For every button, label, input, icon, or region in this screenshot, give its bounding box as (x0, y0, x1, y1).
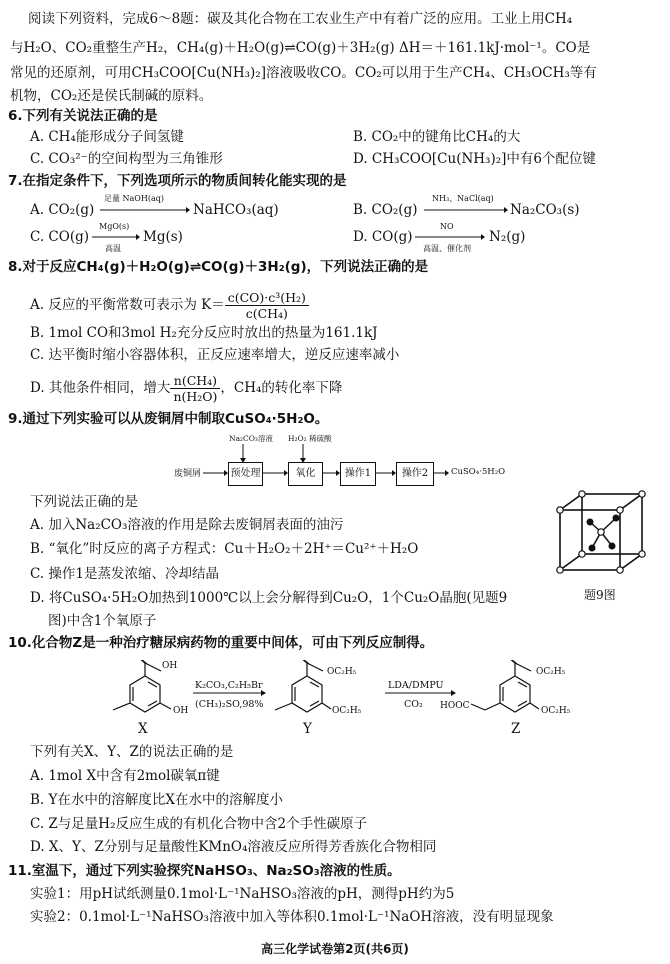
q7-d-condition: 高温、催化剂 (423, 244, 471, 253)
r2-condition: CO₂ (404, 699, 423, 710)
flow-reagent-1: Na₂CO₃溶液 (229, 434, 273, 443)
q7-b-reagent: NH₃、NaCl(aq) (432, 194, 494, 203)
z-ester-group: OC₂H₅ (536, 667, 566, 677)
q7-d-reagent: NO (440, 222, 454, 231)
page-footer: 高三化学试卷第2页(共6页) (261, 942, 409, 956)
q10-option-d: D. X、Y、Z分别与足量酸性KMnO₄溶液反应所得芳香族化合物相同 (30, 839, 437, 855)
z-hooc-group: HOOC (440, 701, 470, 711)
q10-option-b: B. Y在水中的溶解度比X在水中的溶解度小 (30, 792, 284, 808)
compound-z-label: Z (511, 721, 521, 737)
q7-b-arrow (424, 206, 508, 214)
q8-d-denominator: n(H₂O) (173, 389, 218, 404)
q7-b-right: Na₂CO₃(s) (510, 202, 580, 218)
r1-condition: (CH₃)₂SO,98% (195, 699, 264, 710)
q7-c-right: Mg(s) (143, 229, 183, 245)
flow-product: CuSO₄·5H₂O (451, 467, 506, 477)
q8-a-fraction (225, 290, 309, 321)
q8-option-d (30, 368, 342, 408)
q9-figure-caption: 题9图 (584, 588, 616, 602)
cu2o-unit-cell-figure (552, 488, 652, 586)
q9-option-d-line1: D. 将CuSO₄·5H₂O加热到1000℃以上会分解得到Cu₂O，1个Cu₂O晶胞(见题9 (30, 590, 508, 606)
q10-stem: 10.化合物Z是一种治疗糖尿病药物的重要中间体，可由下列反应制得。 (8, 635, 434, 651)
q6-option-c: C. CO₃²⁻的空间构型为三角锥形 (30, 151, 223, 167)
flow-step-pretreat: 预处理 (228, 462, 263, 486)
x-oh-phenol: OH (173, 706, 189, 716)
q7-c-condition: 高温 (105, 244, 121, 253)
q7-d-left: D. CO(g) (353, 229, 413, 245)
q7-d-arrow (415, 233, 485, 241)
intro-line-4: 机物，CO₂还是侯氏制碱的原料。 (10, 88, 213, 104)
q7-a-left: A. CO₂(g) (30, 202, 95, 218)
q8-d-tail: ，CH₄的转化率下降 (220, 380, 343, 396)
q9-stem: 9.通过下列实验可以从废铜屑中制取CuSO₄·5H₂O。 (8, 411, 329, 427)
q8-d-text: D. 其他条件相同，增大 (30, 380, 171, 396)
intro-line-1: 阅读下列资料，完成6～8题：碳及其化合物在工农业生产中有着广泛的应用。工业上用CH₄ (28, 11, 573, 27)
q8-a-denominator: c(CH₄) (245, 306, 288, 321)
flow-reagent-2: H₂O₂ 稀硫酸 (288, 434, 332, 443)
q9-option-c: C. 操作1是蒸发浓缩、冷却结晶 (30, 566, 220, 582)
q7-a-reagent: 足量 NaOH(aq) (104, 194, 164, 203)
q7-d-right: N₂(g) (489, 229, 526, 245)
q8-option-a (30, 285, 309, 325)
q8-d-numerator: n(CH₄) (170, 373, 220, 389)
q8-option-c: C. 达平衡时缩小容器体积，正反应速率增大，逆反应速率减小 (30, 347, 400, 363)
q9-option-b: B. “氧化”时反应的离子方程式：Cu＋H₂O₂＋2H⁺＝Cu²⁺＋H₂O (30, 541, 419, 557)
q9-option-a: A. 加入Na₂CO₃溶液的作用是除去废铜屑表面的油污 (30, 517, 344, 533)
flow-start: 废铜屑 (174, 469, 202, 479)
flow-step-op1: 操作1 (340, 462, 376, 486)
q11-stem: 11.室温下，通过下列实验探究NaHSO₃、Na₂SO₃溶液的性质。 (8, 863, 401, 879)
q6-option-a: A. CH₄能形成分子间氢键 (30, 129, 184, 145)
q10-option-a: A. 1mol X中含有2mol碳氧π键 (30, 768, 220, 784)
x-oh-acid: OH (162, 661, 178, 671)
q11-experiment-2: 实验2：0.1mol·L⁻¹NaHSO₃溶液中加入等体积0.1mol·L⁻¹NaOH溶液，没有明显现象 (30, 909, 554, 925)
q7-a-right: NaHCO₃(aq) (193, 202, 279, 218)
q6-stem: 6.下列有关说法正确的是 (8, 108, 158, 124)
y-ester-group: OC₂H₅ (327, 667, 357, 677)
q8-option-b: B. 1mol CO和3mol H₂充分反应时放出的热量为161.1kJ (30, 325, 378, 341)
q7-c-arrow (92, 233, 140, 241)
q10-sub: 下列有关X、Y、Z的说法正确的是 (30, 744, 234, 760)
q6-option-d: D. CH₃COO[Cu(NH₃)₂]中有6个配位键 (353, 151, 596, 167)
intro-line-2: 与H₂O、CO₂重整生产H₂，CH₄(g)＋H₂O(g)⇌CO(g)＋3H₂(g) ΔH＝＋161.1kJ·mol⁻¹。CO是 (10, 40, 591, 56)
compound-x-label: X (138, 721, 148, 737)
q7-b-left: B. CO₂(g) (353, 202, 418, 218)
compound-y-label: Y (303, 721, 312, 737)
q7-c-left: C. CO(g) (30, 229, 90, 245)
intro-line-3: 常见的还原剂，可用CH₃COO[Cu(NH₃)₂]溶液吸收CO。CO₂可以用于生产CH₄、CH₃OCH₃等有 (10, 65, 597, 81)
r2-reagent: LDA/DMPU (388, 680, 444, 691)
q7-stem: 7.在指定条件下，下列选项所示的物质间转化能实现的是 (8, 173, 347, 189)
q10-option-c: C. Z与足量H₂反应生成的有机化合物中含2个手性碳原子 (30, 816, 368, 832)
flow-step-op2: 操作2 (396, 462, 434, 486)
q8-a-text: A. 反应的平衡常数可表示为 K＝ (30, 297, 225, 313)
r1-reagent: K₂CO₃,C₂H₅Br (195, 680, 263, 691)
q7-a-arrow (100, 206, 190, 214)
q6-option-b: B. CO₂中的键角比CH₄的大 (353, 129, 521, 145)
flow-step-oxidize: 氧化 (288, 462, 323, 486)
q7-c-reagent: MgO(s) (99, 222, 130, 231)
q9-option-d-line2: 图)中含1个氧原子 (48, 613, 157, 629)
q9-sub: 下列说法正确的是 (30, 494, 138, 510)
q8-stem: 8.对于反应CH₄(g)＋H₂O(g)⇌CO(g)＋3H₂(g)，下列说法正确的是 (8, 259, 429, 275)
q11-experiment-1: 实验1：用pH试纸测量0.1mol·L⁻¹NaHSO₃溶液的pH，测得pH约为5 (30, 886, 455, 902)
y-ether-group: OC₂H₅ (332, 706, 362, 716)
q10-reaction-scheme (95, 660, 670, 740)
q8-a-numerator: c(CO)·c³(H₂) (225, 290, 309, 306)
q8-d-fraction (170, 373, 220, 404)
z-ether-group: OC₂H₅ (541, 706, 571, 716)
